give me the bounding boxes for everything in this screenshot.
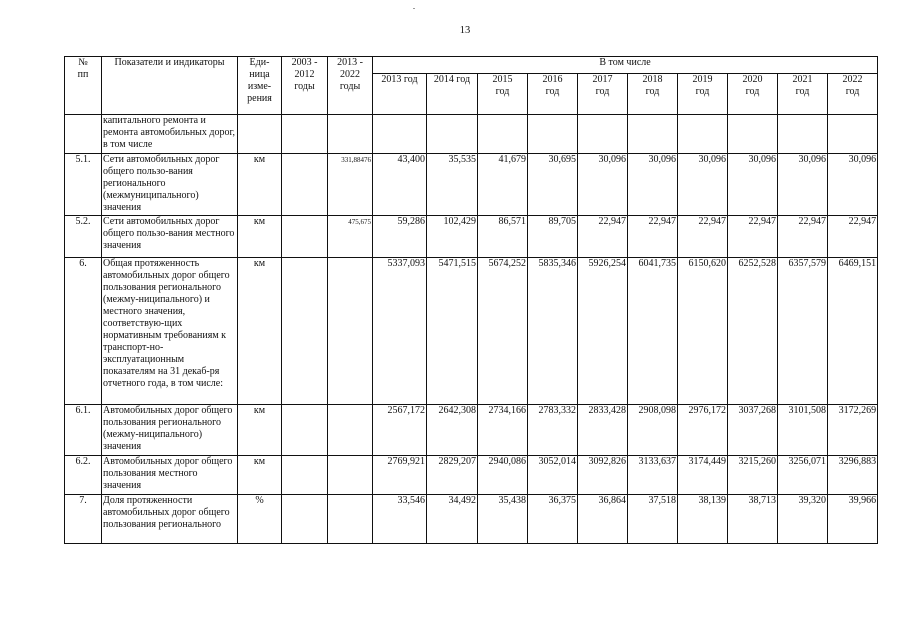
row-number: 6. [65,258,102,405]
header-2003-2012: 2003 - 2012 годы [282,57,328,115]
indicator-name: капитального ремонта и ремонта автомобильных дорог, в том числе [102,115,238,154]
value-2003-2012 [282,456,328,495]
year-value: 2642,308 [427,405,478,456]
row-number: 6.1. [65,405,102,456]
header-pp: № пп [65,57,102,115]
year-value: 30,096 [628,154,678,216]
unit: % [238,495,282,544]
year-value: 2567,172 [373,405,427,456]
year-value: 6041,735 [628,258,678,405]
year-value: 3052,014 [528,456,578,495]
year-value [778,115,828,154]
year-value [628,115,678,154]
header-year: 2019 год [678,74,728,115]
year-value: 2940,086 [478,456,528,495]
year-value: 86,571 [478,216,528,258]
value-2003-2012 [282,115,328,154]
year-value: 5835,346 [528,258,578,405]
table-row [65,258,878,405]
header-indicator: Показатели и индикаторы [102,57,238,115]
year-value: 89,705 [528,216,578,258]
page-number: 13 [459,25,471,36]
table-row [65,115,878,154]
year-value: 35,438 [478,495,528,544]
unit: км [238,456,282,495]
year-value: 3092,826 [578,456,628,495]
year-value: 30,695 [528,154,578,216]
value-2013-2022: 475,675 [328,216,373,258]
year-value [578,115,628,154]
header-year: 2014 год [427,74,478,115]
indicator-name: Общая протяженность автомобильных дорог общего пользования регионального (межму-ниципального) и местного значения, соответствую-щих нормативным требованиям к транспорт-но-эксплуатационным показателям на 31 декаб-ря отчетного года, в том числе: [102,258,238,405]
year-value: 5674,252 [478,258,528,405]
year-value: 3174,449 [678,456,728,495]
value-2003-2012 [282,405,328,456]
year-value [373,115,427,154]
indicator-name: Автомобильных дорог общего пользования регионального (межму-ниципального) значения [102,405,238,456]
row-number: 7. [65,495,102,544]
header-year: 2020 год [728,74,778,115]
year-value [728,115,778,154]
row-number: 5.2. [65,216,102,258]
year-value: 38,713 [728,495,778,544]
year-value: 2769,921 [373,456,427,495]
value-2003-2012 [282,216,328,258]
year-value [678,115,728,154]
year-value: 2908,098 [628,405,678,456]
value-2003-2012 [282,258,328,405]
year-value: 3133,637 [628,456,678,495]
value-2013-2022 [328,258,373,405]
header-year: 2021 год [778,74,828,115]
year-value: 6357,579 [778,258,828,405]
value-2013-2022 [328,115,373,154]
header-unit: Еди- ница изме- рения [238,57,282,115]
year-value: 3037,268 [728,405,778,456]
unit: км [238,154,282,216]
value-2013-2022: 331,88476 [328,154,373,216]
unit: км [238,216,282,258]
indicator-name: Сети автомобильных дорог общего пользо-вания регионального (межмуниципального) значения [102,154,238,216]
row-number: 6.2. [65,456,102,495]
year-value: 36,864 [578,495,628,544]
year-value: 3296,883 [828,456,878,495]
scan-artifact [413,8,415,9]
year-value: 2734,166 [478,405,528,456]
unit: км [238,405,282,456]
header-2013-2022: 2013 - 2022 годы [328,57,373,115]
indicator-name: Доля протяженности автомобильных дорог общего пользования регионального [102,495,238,544]
indicators-table [64,56,878,544]
year-value: 30,096 [578,154,628,216]
year-value: 22,947 [578,216,628,258]
value-2013-2022 [328,495,373,544]
year-value: 102,429 [427,216,478,258]
year-value: 37,518 [628,495,678,544]
header-year: 2017 год [578,74,628,115]
year-value: 5926,254 [578,258,628,405]
year-value [528,115,578,154]
year-value [478,115,528,154]
indicator-name: Автомобильных дорог общего пользования местного значения [102,456,238,495]
header-year: 2016 год [528,74,578,115]
year-value: 35,535 [427,154,478,216]
indicator-name: Сети автомобильных дорог общего пользо-вания местного значения [102,216,238,258]
year-value: 22,947 [828,216,878,258]
header-year: 2013 год [373,74,427,115]
header-year: 2018 год [628,74,678,115]
year-value: 59,286 [373,216,427,258]
year-value: 3215,260 [728,456,778,495]
year-value: 22,947 [678,216,728,258]
year-value [828,115,878,154]
year-value: 33,546 [373,495,427,544]
year-value: 6150,620 [678,258,728,405]
unit: км [238,258,282,405]
year-value: 2833,428 [578,405,628,456]
year-value: 34,492 [427,495,478,544]
header-year: 2022 год [828,74,878,115]
row-number [65,115,102,154]
year-value: 36,375 [528,495,578,544]
table-row [65,154,878,216]
year-value: 3256,071 [778,456,828,495]
value-2003-2012 [282,495,328,544]
year-value: 5471,515 [427,258,478,405]
year-value: 6252,528 [728,258,778,405]
header-year: 2015 год [478,74,528,115]
year-value: 30,096 [728,154,778,216]
row-number: 5.1. [65,154,102,216]
table-row [65,456,878,495]
year-value: 3101,508 [778,405,828,456]
value-2013-2022 [328,405,373,456]
year-value: 5337,093 [373,258,427,405]
header-including: В том числе [373,57,878,74]
table-row [65,216,878,258]
unit [238,115,282,154]
year-value: 39,320 [778,495,828,544]
year-value: 22,947 [628,216,678,258]
year-value: 43,400 [373,154,427,216]
year-value: 39,966 [828,495,878,544]
year-value: 3172,269 [828,405,878,456]
year-value: 2829,207 [427,456,478,495]
year-value: 38,139 [678,495,728,544]
year-value: 30,096 [778,154,828,216]
year-value: 41,679 [478,154,528,216]
year-value: 30,096 [828,154,878,216]
year-value: 2783,332 [528,405,578,456]
year-value [427,115,478,154]
value-2013-2022 [328,456,373,495]
year-value: 22,947 [728,216,778,258]
year-value: 30,096 [678,154,728,216]
value-2003-2012 [282,154,328,216]
table-row [65,405,878,456]
year-value: 22,947 [778,216,828,258]
year-value: 2976,172 [678,405,728,456]
year-value: 6469,151 [828,258,878,405]
table-row [65,495,878,544]
